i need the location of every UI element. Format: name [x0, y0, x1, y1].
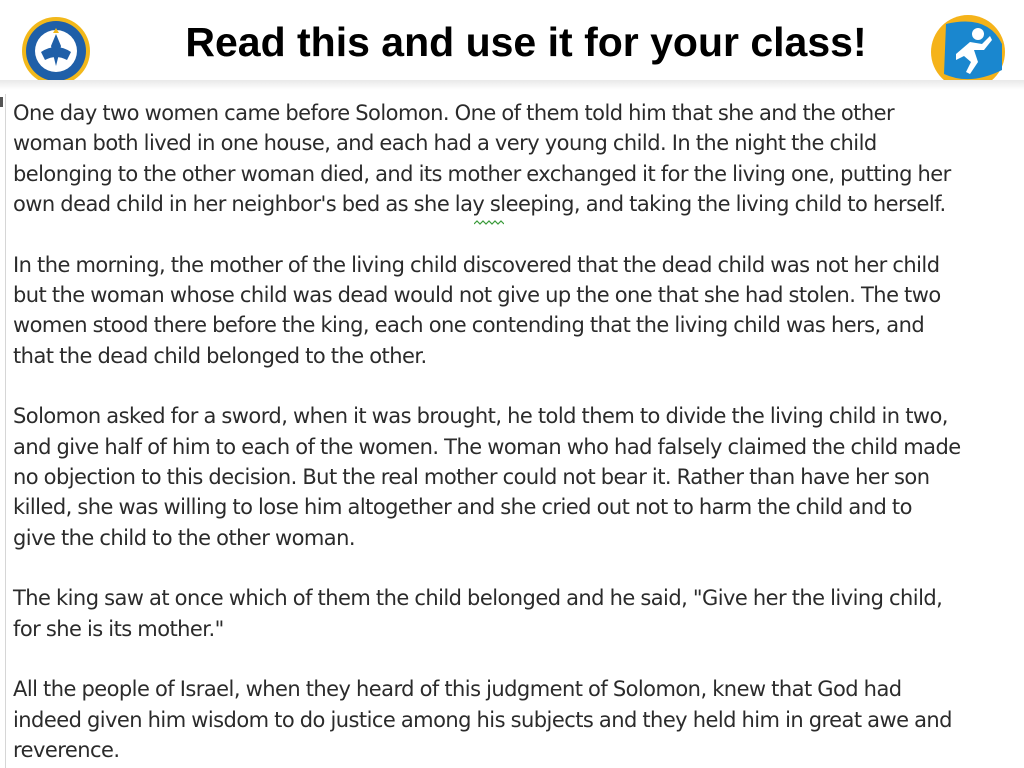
edge-marker: [0, 97, 3, 107]
slide-header: [0, 0, 1024, 92]
header-divider: [0, 80, 1024, 90]
story-paragraph-5: All the people of Israel, when they heard of this judgment of Solomon, knew that God had indeed given him wisdom to do justice among his subjects and they held him in great awe and reverence.: [13, 677, 952, 762]
story-paragraph-3: Solomon asked for a sword, when it was brought, he told them to divide the living child in two, and give half of him to each of the women. The woman who had falsely claimed the child made no objection to this decision. But the real mother could not bear it. Rather than have her son killed, she was willing to lose him altogether and she cried out not to harm the child and to give the child to the other woman.: [13, 404, 961, 550]
spellcheck-underline: [474, 220, 504, 226]
story-paragraph-1: One day two women came before Solomon. One of them told him that she and the other woman both lived in one house, and each had a very young child. In the night the child belonging to the other woman died, and its mother exchanged it for the living one, putting her own dead child in her neighbor's bed as she lay sleeping, and taking the living child to herself.: [13, 101, 951, 217]
story-paragraph-2: In the morning, the mother of the living child discovered that the dead child was not her child but the woman whose child was dead would not give up the one that she had stolen. The two women stood there before the king, each one contending that the living child was hers, and that the dead child belonged to the other.: [13, 252, 941, 368]
story-paragraph-4: The king saw at once which of them the child belonged and he said, "Give her the living child, for she is its mother.": [13, 586, 943, 641]
ministry-emblem-icon: [19, 14, 93, 88]
figure-logo-icon: [930, 14, 1006, 90]
story-text: [13, 98, 1021, 765]
page-title: Read this and use it for your class!: [185, 19, 867, 65]
